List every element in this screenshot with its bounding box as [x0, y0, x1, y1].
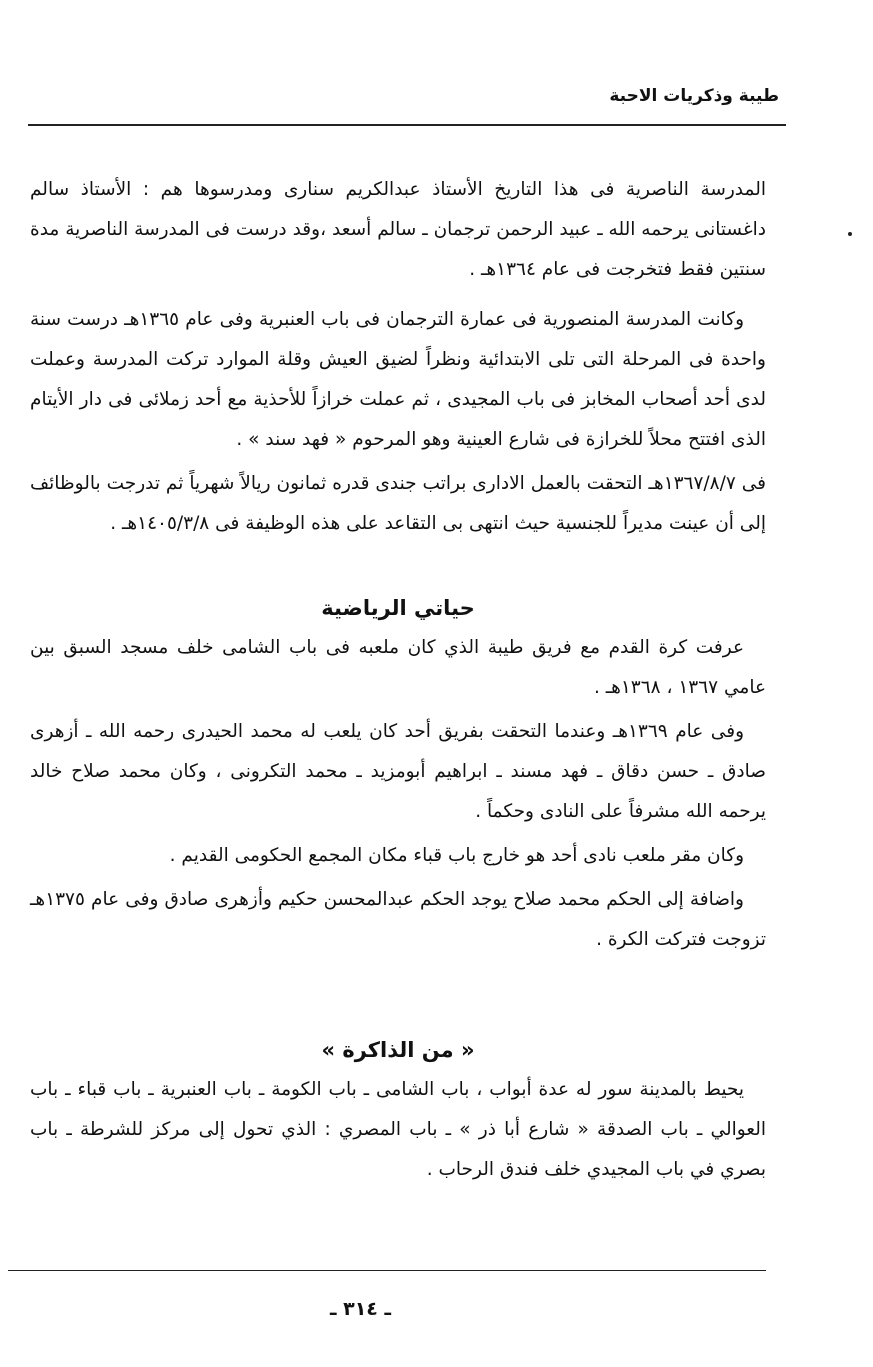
header-rule — [28, 124, 786, 126]
page-number: ـ ٣١٤ ـ — [330, 1298, 392, 1320]
paragraph-club-ground: وكان مقر ملعب نادى أحد هو خارج باب قباء مكان المجمع الحكومى القديم . — [169, 845, 744, 866]
paragraph-mansuriya-school: وكانت المدرسة المنصورية فى عمارة الترجمان فى باب العنبرية وفى عام ١٣٦٥هـ درست سنة واحدة فى المرحلة التى تلى الابتدائية ونظراً لضيق العيش وقلة الموارد تركت المدرسة وعملت لدى أحد أصحاب المخابز فى باب المجيدى ، ثم عملت خرازاً للأحذية مع أحد زملائى فى دار الأيتام الذى افتتح محلاً للخرازة فى شارع العينية وهو المرحوم « فهد سند » . — [30, 309, 766, 450]
paragraph-uhud-team: وفى عام ١٣٦٩هـ وعندما التحقت بفريق أحد كان يلعب له محمد الحيدرى رحمه الله ـ أزهرى صادق ـ حسن دقاق ـ فهد مسند ـ ابراهيم أبومزيد ـ محمد التكرونى ، وكان محمد صلاح خالد يرحمه الله مشرفاً على النادى وحكماً . — [30, 721, 766, 822]
running-header: طيبة وذكريات الاحبة — [609, 86, 779, 106]
paragraph-city-gates: يحيط بالمدينة سور له عدة أبواب ، باب الشامى ـ باب الكومة ـ باب العنبرية ـ باب قباء ـ باب العوالي ـ باب الصدقة « شارع أبا ذر » ـ باب المصري : الذي تحول إلى مركز للشرطة ـ باب بصري في باب المجيدي خلف فندق الرحاب . — [30, 1079, 766, 1180]
paragraph-sports-intro: عرفت كرة القدم مع فريق طيبة الذي كان ملعبه فى باب الشامى خلف مسجد السبق بين عامي ١٣٦٧ ، ١٣٦٨هـ . — [30, 637, 766, 698]
paragraph-referees: واضافة إلى الحكم محمد صلاح يوجد الحكم عبدالمحسن حكيم وأزهرى صادق وفى عام ١٣٧٥هـ تزوجت فتركت الكرة . — [30, 889, 766, 950]
margin-mark — [848, 232, 852, 236]
footer-rule — [8, 1270, 766, 1271]
paragraph-career: فى ١٣٦٧/٨/٧هـ التحقت بالعمل الادارى براتب جندى قدره ثمانون ريالاً شهرياً ثم تدرجت بالوظائف إلى أن عينت مديراً للجنسية حيث انتهى بى التقاعد على هذه الوظيفة فى ١٤٠٥/٣/٨هـ . — [30, 473, 766, 534]
section-heading-sports: حياتي الرياضية — [321, 596, 475, 620]
section-heading-memory: « من الذاكرة » — [321, 1038, 475, 1062]
page-body — [30, 170, 766, 1200]
paragraph-nasiriya-school: المدرسة الناصرية فى هذا التاريخ الأستاذ عبدالكريم سنارى ومدرسوها هم : الأستاذ سالم داغستانى يرحمه الله ـ عبيد الرحمن ترجمان ـ سالم أسعد ،وقد درست فى المدرسة الناصرية مدة سنتين فقط فتخرجت فى عام ١٣٦٤هـ . — [30, 179, 766, 280]
